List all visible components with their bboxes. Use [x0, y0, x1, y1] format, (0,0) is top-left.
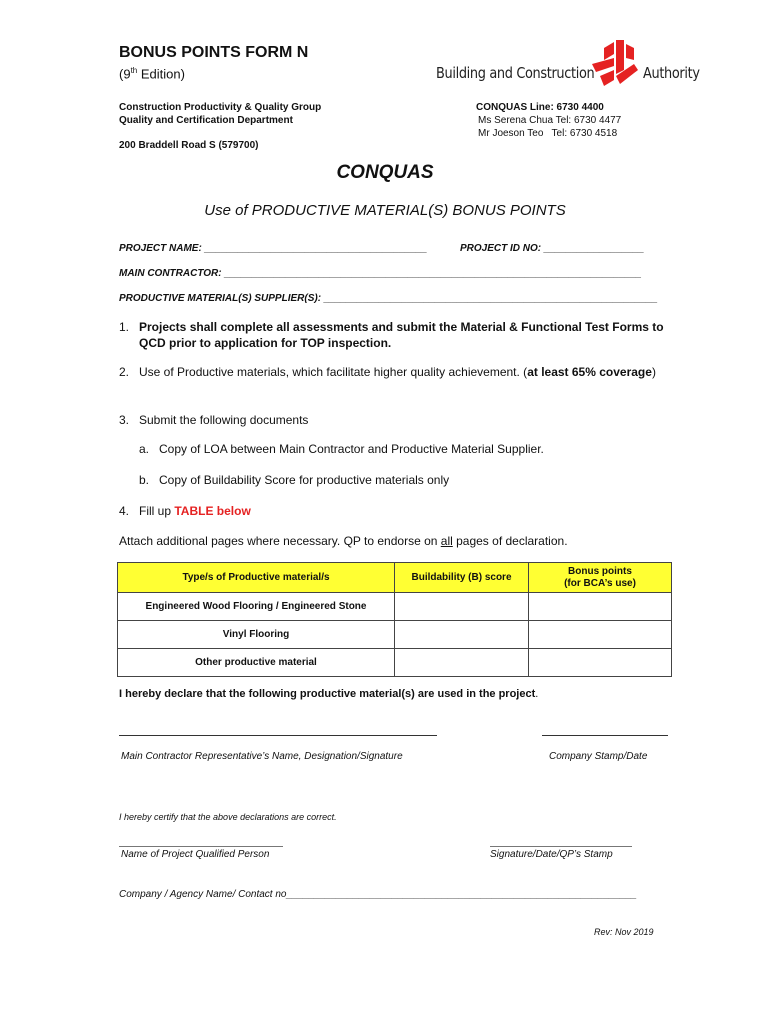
logo-text-left: Building and Construction — [436, 64, 595, 82]
qp-sign-line[interactable] — [490, 846, 632, 847]
material-other: Other productive material — [118, 649, 395, 677]
supplier-field[interactable]: PRODUCTIVE MATERIAL(S) SUPPLIER(S): ____________________________________________________________ — [119, 293, 658, 304]
bca-logo — [432, 38, 702, 90]
list-item: a. Copy of LOA between Main Contractor and Productive Material Supplier. — [139, 442, 544, 456]
declaration-text: I hereby declare that the following productive material(s) are used in the project. — [119, 688, 539, 700]
qp-sign-label: Signature/Date/QP’s Stamp — [490, 849, 613, 860]
score-cell[interactable] — [395, 621, 529, 649]
company-contact-field[interactable]: Company / Agency Name/ Contact no_______________________________________________________________ — [119, 889, 637, 900]
contact-joeson: Mr Joeson Teo Tel: 6730 4518 — [478, 128, 618, 139]
stamp-line[interactable] — [542, 735, 668, 736]
contact-serena: Ms Serena Chua Tel: 6730 4477 — [478, 115, 622, 126]
logo-text-right: Authority — [643, 64, 700, 82]
form-title: BONUS POINTS FORM N — [119, 44, 309, 61]
edition: (9th Edition) — [119, 66, 185, 82]
table-below-link: TABLE below — [174, 504, 251, 518]
bca-logo-mark-icon — [590, 40, 640, 88]
qp-name-label: Name of Project Qualified Person — [121, 849, 270, 860]
list-item: 4. Fill up TABLE below — [119, 504, 251, 518]
bonus-cell — [529, 649, 672, 677]
conquas-line: CONQUAS Line: 6730 4400 — [476, 102, 604, 113]
rep-signature-line[interactable] — [119, 735, 437, 736]
stamp-label: Company Stamp/Date — [549, 751, 648, 762]
revision-date: Rev: Nov 2019 — [594, 927, 654, 937]
page-title: CONQUAS — [336, 162, 434, 183]
table-row — [118, 621, 672, 649]
score-cell[interactable] — [395, 649, 529, 677]
productive-materials-table — [117, 562, 672, 677]
list-item: 1. Projects shall complete all assessments and submit the Material & Functional Test Forms to QCD prior to application for TOP inspection. — [119, 320, 664, 350]
page-subtitle: Use of PRODUCTIVE MATERIAL(S) BONUS POINTS — [204, 202, 566, 219]
main-contractor-field[interactable]: MAIN CONTRACTOR: ___________________________________________________________________________ — [119, 268, 642, 279]
list-item: 2. Use of Productive materials, which facilitate higher quality achievement. (at least 65% coverage) — [119, 365, 656, 379]
bonus-cell — [529, 621, 672, 649]
list-item: 3. Submit the following documents — [119, 413, 309, 427]
qp-name-line[interactable] — [119, 846, 283, 847]
table-header-score: Buildability (B) score — [395, 563, 529, 593]
group-name: Construction Productivity & Quality Group — [119, 102, 322, 113]
rep-label: Main Contractor Representative’s Name, Designation/Signature — [121, 751, 403, 762]
table-header-type: Type/s of Productive material/s — [118, 563, 395, 593]
score-cell[interactable] — [395, 593, 529, 621]
address: 200 Braddell Road S (579700) — [119, 140, 259, 151]
table-row — [118, 649, 672, 677]
certify-text: I hereby certify that the above declarations are correct. — [119, 812, 337, 822]
project-id-field[interactable]: PROJECT ID NO: __________________ — [460, 243, 645, 254]
bonus-cell — [529, 593, 672, 621]
department-name: Quality and Certification Department — [119, 115, 293, 126]
material-vinyl: Vinyl Flooring — [118, 621, 395, 649]
project-name-field[interactable]: PROJECT NAME: ________________________________________ — [119, 243, 428, 254]
list-item: b. Copy of Buildability Score for productive materials only — [139, 473, 450, 487]
attach-note: Attach additional pages where necessary. QP to endorse on all pages of declaration. — [119, 534, 568, 548]
material-engineered-wood: Engineered Wood Flooring / Engineered Stone — [118, 593, 395, 621]
table-header-bonus: Bonus points (for BCA’s use) — [529, 563, 672, 593]
table-row — [118, 593, 672, 621]
